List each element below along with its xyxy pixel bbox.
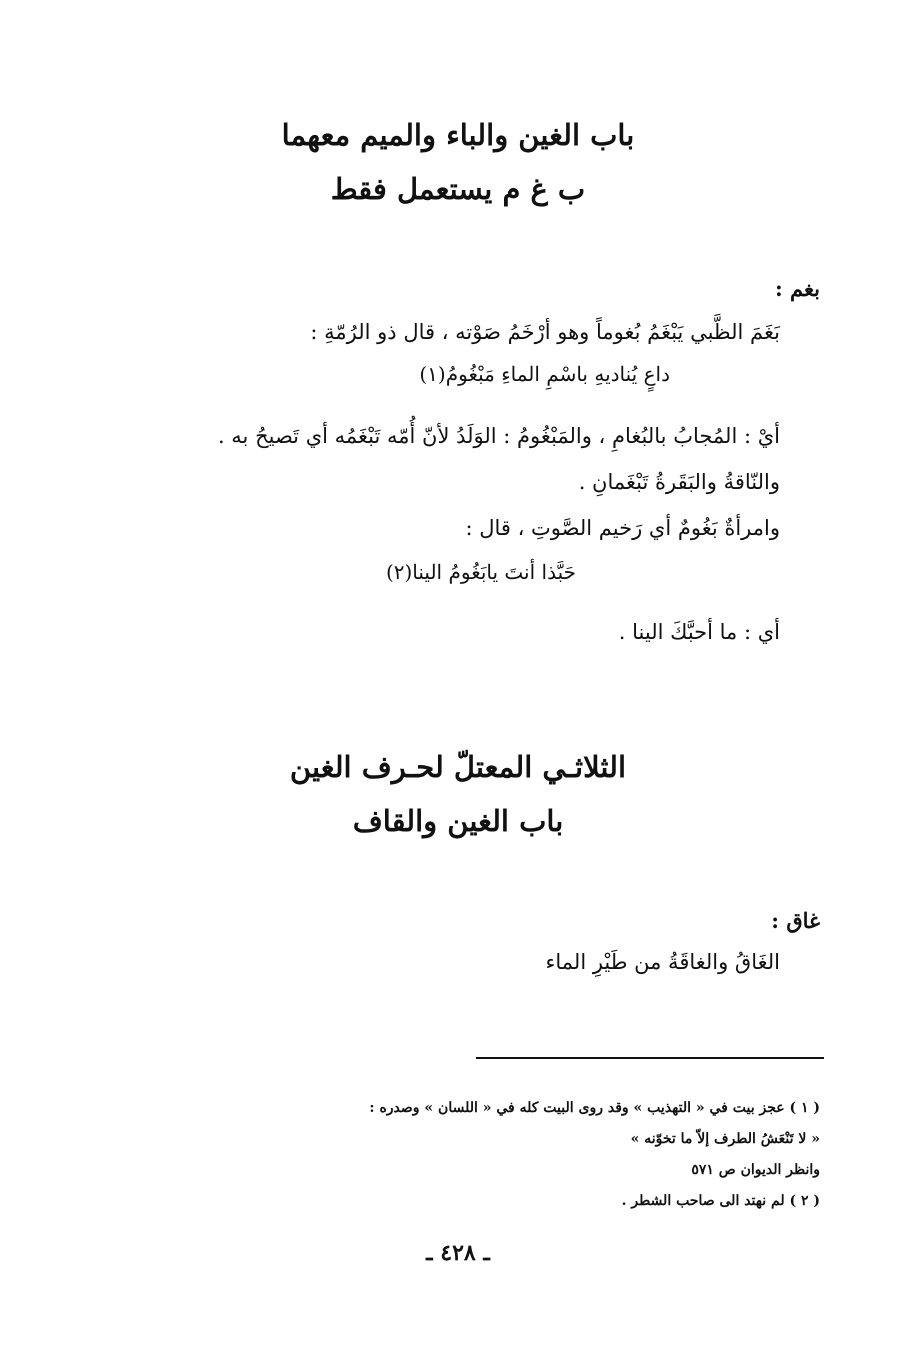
verse-line: حَبَّذا أنتَ يابَغُومُ الينا(٢) xyxy=(385,560,576,584)
section-title: باب الغين والباء والميم معهما xyxy=(281,118,635,152)
footnote-line: ( ٢ ) لم نهتد الى صاحب الشطر . xyxy=(621,1193,820,1209)
entry-text-line: بَغَمَ الظَّبي يَبْغَمُ بُغوماً وهو أرْخَمُ صَوْته ، قال ذو الرُمّةِ : xyxy=(310,320,780,344)
footnote-line: وانظر الديوان ص ٥٧١ xyxy=(691,1162,820,1178)
entry-text-line: وامرأةٌ بَغُومٌ أي رَخيم الصَّوتِ ، قال : xyxy=(465,516,780,540)
verse-line: داعٍ يُناديهِ باسْمِ الماءِ مَبْغُومُ(١) xyxy=(419,362,670,386)
entry-text-line: والنّاقةُ والبَقَرةُ تَبْغَمانِ . xyxy=(578,470,780,494)
section-title: الثلاثـي المعتلّ لحـرف الغين xyxy=(289,750,627,784)
footnote-line: ( ١ ) عجز بيت في « التهذيب » وقد روى البيت كله في « اللسان » وصدره : xyxy=(369,1100,820,1116)
entry-text-line: الغَاقُ والغاقَةُ من طَيْرِ الماء xyxy=(545,950,780,974)
entry-text-line: أي : ما أحبَّكَ الينا . xyxy=(618,620,780,644)
footnote-divider xyxy=(476,1057,824,1059)
entry-headword: بغم : xyxy=(774,276,820,301)
entry-text-line: أيْ : المُجابُ بالبُغامِ ، والمَبْغُومُ : الوَلَدُ لأنّ أُمّه تَبْغَمُه أي تَصيحُ به . xyxy=(217,424,780,448)
footnote-line: « لا تَنْعَشُ الطرف إلاّ ما تخوّنه » xyxy=(630,1131,820,1147)
section-subtitle: باب الغين والقاف xyxy=(352,804,564,838)
entry-headword: غاق : xyxy=(771,908,820,933)
section-subtitle: ب غ م يستعمل فقط xyxy=(330,172,586,206)
page-number: ـ ٤٢٨ ـ xyxy=(426,1240,490,1266)
